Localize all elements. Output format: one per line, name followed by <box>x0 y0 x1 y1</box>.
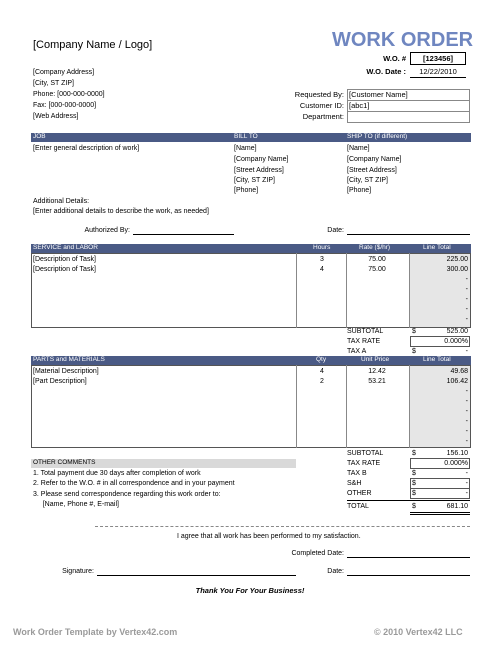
comments-header: OTHER COMMENTS <box>33 459 96 466</box>
parts-row-6-total: - <box>465 418 468 425</box>
requested-by-label: Requested By: <box>294 90 344 99</box>
service-row-2-qty[interactable]: 4 <box>320 266 324 273</box>
company-name-logo: [Company Name / Logo] <box>33 39 153 51</box>
service-taxa-label: TAX A <box>347 348 367 355</box>
service-subtotal-value: 525.00 <box>446 328 468 335</box>
service-row-6-total: - <box>465 306 468 313</box>
parts-row-1-rate[interactable]: 12.42 <box>368 368 386 375</box>
service-row-1-total: 225.00 <box>446 256 468 263</box>
parts-row-4-total: - <box>465 398 468 405</box>
authorized-by-line[interactable] <box>133 234 234 235</box>
parts-header-bar <box>31 356 471 365</box>
department-field[interactable] <box>347 111 470 123</box>
wo-number-value: [123456] <box>422 54 454 63</box>
signoff-date-line[interactable] <box>347 575 470 576</box>
bill-to-phone[interactable]: [Phone] <box>234 187 259 194</box>
parts-subtotal-value: 156.10 <box>446 450 468 457</box>
customer-id-label: Customer ID: <box>299 101 344 110</box>
parts-header-qty: Qty <box>316 356 327 363</box>
parts-row-1-qty[interactable]: 4 <box>320 368 324 375</box>
parts-subtotal-currency: $ <box>412 450 416 457</box>
comment-line-1[interactable]: 1. Total payment due 30 days after completion of work <box>33 470 201 477</box>
service-row-2-total: 300.00 <box>446 266 468 273</box>
authorized-date-label: Date: <box>327 227 344 234</box>
parts-sh-currency: $ <box>412 480 416 487</box>
bill-to-street[interactable]: [Street Address] <box>234 167 284 174</box>
bill-to-name[interactable]: [Name] <box>234 145 257 152</box>
comment-line-4[interactable]: [Name, Phone #, E-mail] <box>33 501 119 508</box>
parts-row-2-rate[interactable]: 53.21 <box>368 378 386 385</box>
service-row-1-qty[interactable]: 3 <box>320 256 324 263</box>
footer-right: © 2010 Vertex42 LLC <box>374 627 463 637</box>
completed-date-line[interactable] <box>347 557 470 558</box>
company-address: [Company Address] <box>33 69 95 76</box>
ship-to-name[interactable]: [Name] <box>347 145 370 152</box>
ship-to-city[interactable]: [City, ST ZIP] <box>347 177 388 184</box>
parts-col-divider-2 <box>346 365 347 448</box>
service-header-desc: SERVICE and LABOR <box>33 244 98 251</box>
service-taxa-value: - <box>465 348 468 355</box>
service-col-divider-2 <box>346 253 347 328</box>
parts-sh-value: - <box>465 480 468 487</box>
additional-details-label: Additional Details: <box>33 198 90 205</box>
wo-date-underline <box>410 77 466 78</box>
service-row-1-desc[interactable]: [Description of Task] <box>33 256 96 263</box>
total-top-line <box>347 500 470 501</box>
parts-row-5-total: - <box>465 408 468 415</box>
dashed-separator <box>95 526 470 527</box>
service-row-5-total: - <box>465 296 468 303</box>
ship-to-phone[interactable]: [Phone] <box>347 187 372 194</box>
parts-taxb-value: - <box>465 470 468 477</box>
department-label: Department: <box>302 112 344 121</box>
total-double-line-1 <box>410 512 470 513</box>
bill-to-header: BILL TO <box>234 133 258 140</box>
parts-row-2-desc[interactable]: [Part Description] <box>33 378 87 385</box>
service-row-1-rate[interactable]: 75.00 <box>368 256 386 263</box>
parts-taxrate-value: 0.000% <box>444 460 468 467</box>
requested-by-value: [Customer Name] <box>349 90 408 99</box>
job-header: JOB <box>33 133 46 140</box>
parts-other-label: OTHER <box>347 490 372 497</box>
footer-left[interactable]: Work Order Template by Vertex42.com <box>13 627 178 637</box>
service-row-3-total: - <box>465 276 468 283</box>
thank-you-text: Thank You For Your Business! <box>195 586 305 595</box>
total-value: 681.10 <box>446 503 468 510</box>
service-row-4-total: - <box>465 286 468 293</box>
company-phone: Phone: [000-000-0000] <box>33 91 105 98</box>
parts-taxb-label: TAX B <box>347 470 367 477</box>
parts-header-desc: PARTS and MATERIALS <box>33 356 105 363</box>
parts-header-total: Line Total <box>423 356 451 363</box>
bill-to-city[interactable]: [City, ST ZIP] <box>234 177 275 184</box>
service-taxrate-label: TAX RATE <box>347 338 381 345</box>
parts-row-8-total: - <box>465 438 468 445</box>
completed-date-label: Completed Date: <box>291 550 344 557</box>
parts-subtotal-label: SUBTOTAL <box>347 450 384 457</box>
wo-date-label: W.O. Date : <box>366 67 406 76</box>
service-header-rate: Rate ($/hr) <box>359 244 391 251</box>
agreement-text: I agree that all work has been performed to my satisfaction. <box>177 533 361 540</box>
parts-header-price: Unit Price <box>361 356 390 363</box>
service-row-2-rate[interactable]: 75.00 <box>368 266 386 273</box>
signature-line[interactable] <box>97 575 296 576</box>
service-row-7-total: - <box>465 316 468 323</box>
parts-row-2-total: 106.42 <box>446 378 468 385</box>
service-col-divider-3 <box>409 253 410 328</box>
parts-row-7-total: - <box>465 428 468 435</box>
signoff-date-label: Date: <box>327 568 344 575</box>
additional-details-text[interactable]: [Enter additional details to describe the work, as needed] <box>33 208 209 215</box>
ship-to-company[interactable]: [Company Name] <box>347 156 402 163</box>
service-header-bar <box>31 244 471 253</box>
parts-row-3-total: - <box>465 388 468 395</box>
ship-to-header: SHIP TO (if different) <box>347 133 408 140</box>
parts-sh-label: S&H <box>347 480 362 487</box>
parts-col-divider-1 <box>296 365 297 448</box>
total-label: TOTAL <box>347 503 369 510</box>
company-fax: Fax: [000-000-0000] <box>33 102 97 109</box>
parts-col-divider-3 <box>409 365 410 448</box>
service-row-2-desc[interactable]: [Description of Task] <box>33 266 96 273</box>
signature-label: Signature: <box>62 568 94 575</box>
job-header-bar <box>31 133 471 142</box>
company-city: [City, ST ZIP] <box>33 80 74 87</box>
wo-number-label: W.O. # <box>383 54 406 63</box>
service-header-hours: Hours <box>313 244 331 251</box>
service-subtotal-label: SUBTOTAL <box>347 328 384 335</box>
service-taxrate-value: 0.000% <box>444 338 468 345</box>
bill-to-company[interactable]: [Company Name] <box>234 156 289 163</box>
customer-id-value: [abc1] <box>349 101 370 110</box>
job-description[interactable]: [Enter general description of work] <box>33 145 140 152</box>
authorized-by-label: Authorized By: <box>84 227 130 234</box>
total-double-line-2 <box>410 514 470 515</box>
ship-to-street[interactable]: [Street Address] <box>347 167 397 174</box>
parts-row-1-desc[interactable]: [Material Description] <box>33 368 99 375</box>
authorized-date-line[interactable] <box>347 234 470 235</box>
parts-other-currency: $ <box>412 490 416 497</box>
parts-taxrate-label: TAX RATE <box>347 460 381 467</box>
work-order-title: WORK ORDER <box>332 29 474 51</box>
total-currency: $ <box>412 503 416 510</box>
service-col-divider-1 <box>296 253 297 328</box>
comment-line-3[interactable]: 3. Please send correspondence regarding this work order to: <box>33 491 221 498</box>
service-table <box>31 253 471 328</box>
company-web: [Web Address] <box>33 113 79 120</box>
comment-line-2[interactable]: 2. Refer to the W.O. # in all correspondence and in your payment <box>33 480 235 487</box>
service-taxa-currency: $ <box>412 348 416 355</box>
wo-date-value[interactable]: 12/22/2010 <box>419 67 457 76</box>
parts-taxb-currency: $ <box>412 470 416 477</box>
service-subtotal-currency: $ <box>412 328 416 335</box>
parts-other-value: - <box>465 490 468 497</box>
parts-row-2-qty[interactable]: 2 <box>320 378 324 385</box>
service-header-total: Line Total <box>423 244 451 251</box>
parts-row-1-total: 49.68 <box>450 368 468 375</box>
